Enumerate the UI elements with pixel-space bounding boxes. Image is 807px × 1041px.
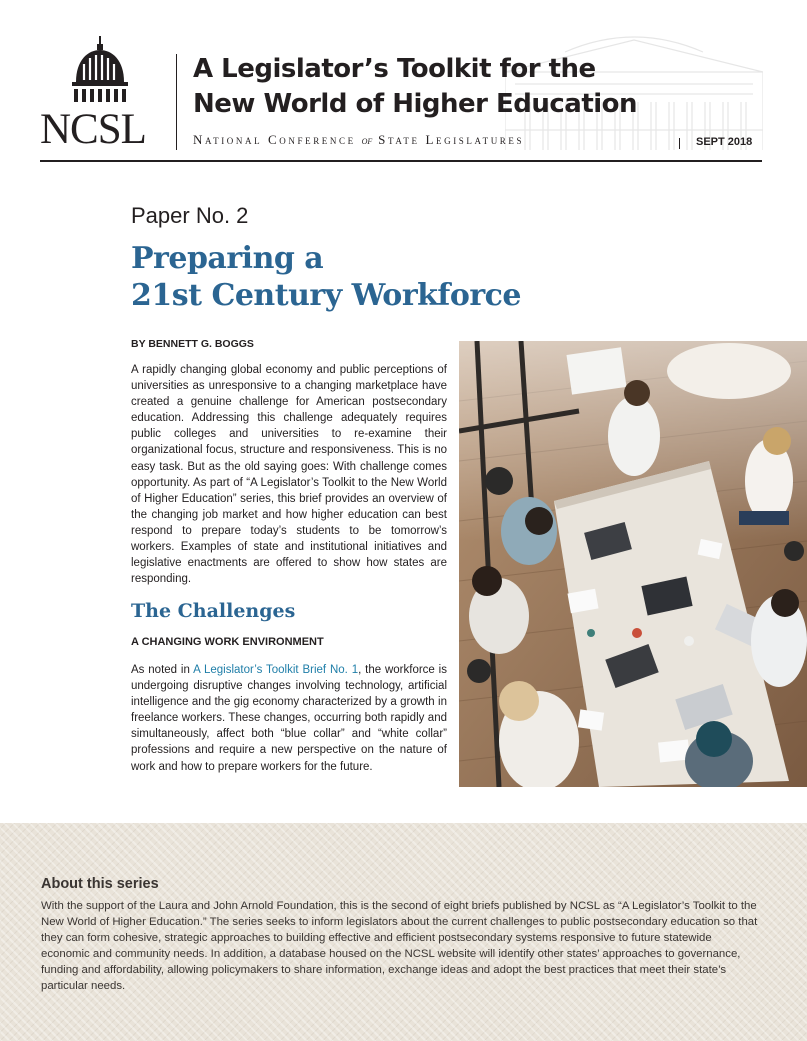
page-title <box>131 240 551 314</box>
series-title-line-1: A Legislator’s Toolkit for the <box>193 54 596 84</box>
page-title-line-2: 21st Century Workforce <box>131 278 521 313</box>
org-name-part-1: National Conference <box>193 132 356 147</box>
header-divider-horizontal <box>40 160 762 162</box>
intro-paragraph: A rapidly changing global economy and public perceptions of universities as unresponsive to a changing marketplace have created a genuine challenge for American postsecondary education. Addressing this challenge adequately requires public colleges and universities to re-examine their organizational focus, structure and responsiveness. This is no easy task. But as the old saying goes: With challenge comes opportunity. As part of “A Legislator’s Toolkit to the New World of Higher Education” series, this brief provides an overview of the changing job market and how higher education can best respond to prepare today’s students to be tomorrow’s workers. Examples of state and institutional initiatives and legislative enactments are offered to show how states are responding. <box>131 364 447 586</box>
series-title <box>193 52 663 122</box>
work-environment-subheading: A CHANGING WORK ENVIRONMENT <box>131 636 324 648</box>
challenges-text-start: As noted in <box>131 664 194 676</box>
about-series-heading: About this series <box>41 876 159 892</box>
organization-name <box>193 132 524 148</box>
publication-date: SEPT 2018 <box>696 136 753 148</box>
workspace-photo <box>459 341 807 787</box>
ncsl-logo[interactable] <box>40 36 160 152</box>
challenges-text-end: , the workforce is undergoing disruptive changes involving technology, artificial intelligence and the gig economy characterized by a growth in freelance workers. These changes, occurring both rapidly and simultaneously, affect both “blue collar” and “white collar” professions and require a new perspective on the nature of work and how to prepare workers for the future. <box>131 664 447 773</box>
org-name-of: of <box>361 135 373 147</box>
page-title-line-1: Preparing a <box>131 241 324 276</box>
challenges-paragraph <box>131 662 447 775</box>
logo-wordmark: NCSL <box>40 106 146 153</box>
series-title-line-2: New World of Higher Education <box>193 89 638 119</box>
toolkit-brief-1-link[interactable]: A Legislator’s Toolkit Brief No. 1 <box>193 664 359 676</box>
header-divider-vertical <box>176 54 177 150</box>
challenges-heading: The Challenges <box>131 600 296 622</box>
author-byline: BY BENNETT G. BOGGS <box>131 338 254 350</box>
date-separator <box>679 138 680 149</box>
org-name-part-2: State Legislatures <box>378 132 525 147</box>
about-series-text: With the support of the Laura and John Arnold Foundation, this is the second of eight briefs published by NCSL as “A Legislator’s Toolkit to the New World of Higher Education.” The series seeks to inform legislators about the current challenges to public postsecondary education so that they can form cohesive, strategic approaches to building effective and efficient postsecondary systems responsive to future statewide economic and community needs. In addition, a database housed on the NCSL website will identify other states’ approaches to governance, funding and affordability, allowing policymakers to share information, exchange ideas and adopt the best practices that meet their state’s particular needs. <box>41 900 758 993</box>
paper-number: Paper No. 2 <box>131 203 249 228</box>
capitol-dome-icon <box>68 36 132 106</box>
team-meeting-illustration <box>459 341 807 787</box>
